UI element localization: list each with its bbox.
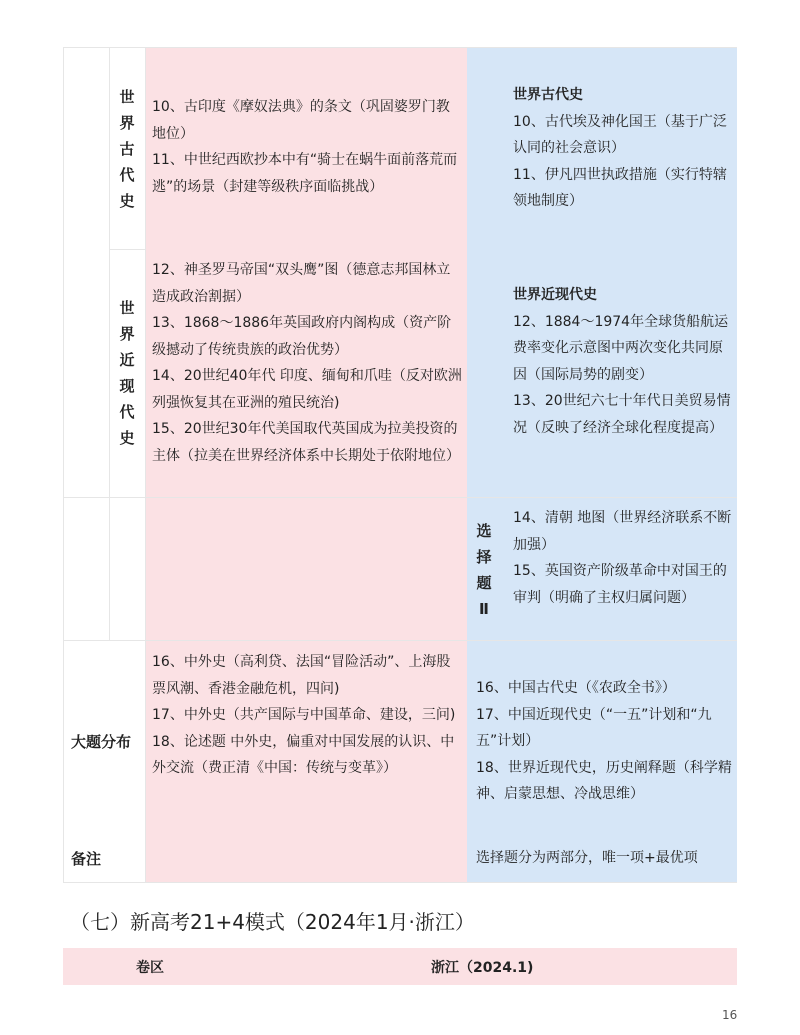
row4-left-cell [152, 649, 462, 782]
row1-right-cell [513, 82, 733, 215]
right-item: 11、伊凡四世执政措施（实行特辖领地制度） [513, 166, 727, 209]
row1-left-cell [152, 94, 462, 200]
zone-value: 浙江（2024.1) [431, 960, 534, 976]
left-item: 13、1868～1886年英国政府内阁构成（资产阶级撼动了传统贵族的政治优势） [152, 315, 452, 358]
left-item: 17、中外史（共产国际与中国革命、建设，三问) [152, 707, 456, 723]
right-item: 15、英国资产阶级革命中对国王的审判（明确了主权归属问题） [513, 563, 727, 606]
right-item: 17、中国近现代史（“一五”计划和“九五”计划） [476, 706, 712, 749]
left-item: 10、古印度《摩奴法典》的条文（巩固婆罗门教地位） [152, 99, 450, 142]
zone-column-label: 卷区 [136, 960, 164, 976]
zone-table-header [63, 948, 737, 985]
right-heading: 世界古代史 [513, 87, 583, 103]
category-label-ancient: 世界古代史 [119, 88, 135, 210]
row5-right-cell [476, 845, 734, 872]
category-label-notes: 备注 [71, 850, 102, 868]
page-number: 16 [722, 1008, 738, 1022]
right-item: 选择题分为两部分，唯一项+最优项 [476, 850, 698, 866]
right-heading: 世界近现代史 [513, 287, 597, 303]
row4-right-cell [476, 675, 734, 808]
right-item: 13、20世纪六七十年代日美贸易情况（反映了经济全球化程度提高） [513, 393, 731, 436]
right-item: 18、世界近现代史，历史阐释题（科学精神、启蒙思想、冷战思维） [476, 759, 732, 802]
left-item: 11、中世纪西欧抄本中有“骑士在蜗牛面前落荒而逃”的场景（封建等级秩序面临挑战） [152, 152, 458, 195]
right-item: 16、中国古代史（《农政全书》） [476, 680, 676, 696]
left-item: 14、20世纪40年代 印度、缅甸和爪哇（反对欧洲列强恢复其在亚洲的殖民统治) [152, 368, 462, 411]
left-item: 18、论述题 中外史，偏重对中国发展的认识、中外交流（费正清《中国：传统与变革》） [152, 733, 455, 776]
left-item: 15、20世纪30年代美国取代英国成为拉美投资的主体（拉美在世界经济体系中长期处于依附地位） [152, 421, 460, 464]
category-label-modern: 世界近现代史 [119, 299, 135, 447]
row2-right-cell [513, 282, 733, 441]
row3-right-cell [513, 505, 733, 611]
left-item: 16、中外史（高利贷、法国“冒险活动”、上海股票风潮、香港金融危机，四问) [152, 654, 451, 697]
section-title: （七）新高考21+4模式（2024年1月·浙江） [70, 910, 475, 934]
right-item: 12、1884～1974年全球货船航运费率变化示意图中两次变化共同原因（国际局势的剧变） [513, 313, 729, 383]
right-item: 10、古代埃及神化国王（基于广泛认同的社会意识） [513, 113, 727, 156]
choice-section-label: 选择题Ⅱ [476, 522, 492, 618]
right-item: 14、清朝 地图（世界经济联系不断加强） [513, 510, 732, 553]
row2-left-cell [152, 257, 462, 469]
category-label-essay: 大题分布 [71, 733, 132, 751]
left-item: 12、神圣罗马帝国“双头鹰”图（德意志邦国林立造成政治割据） [152, 262, 451, 305]
